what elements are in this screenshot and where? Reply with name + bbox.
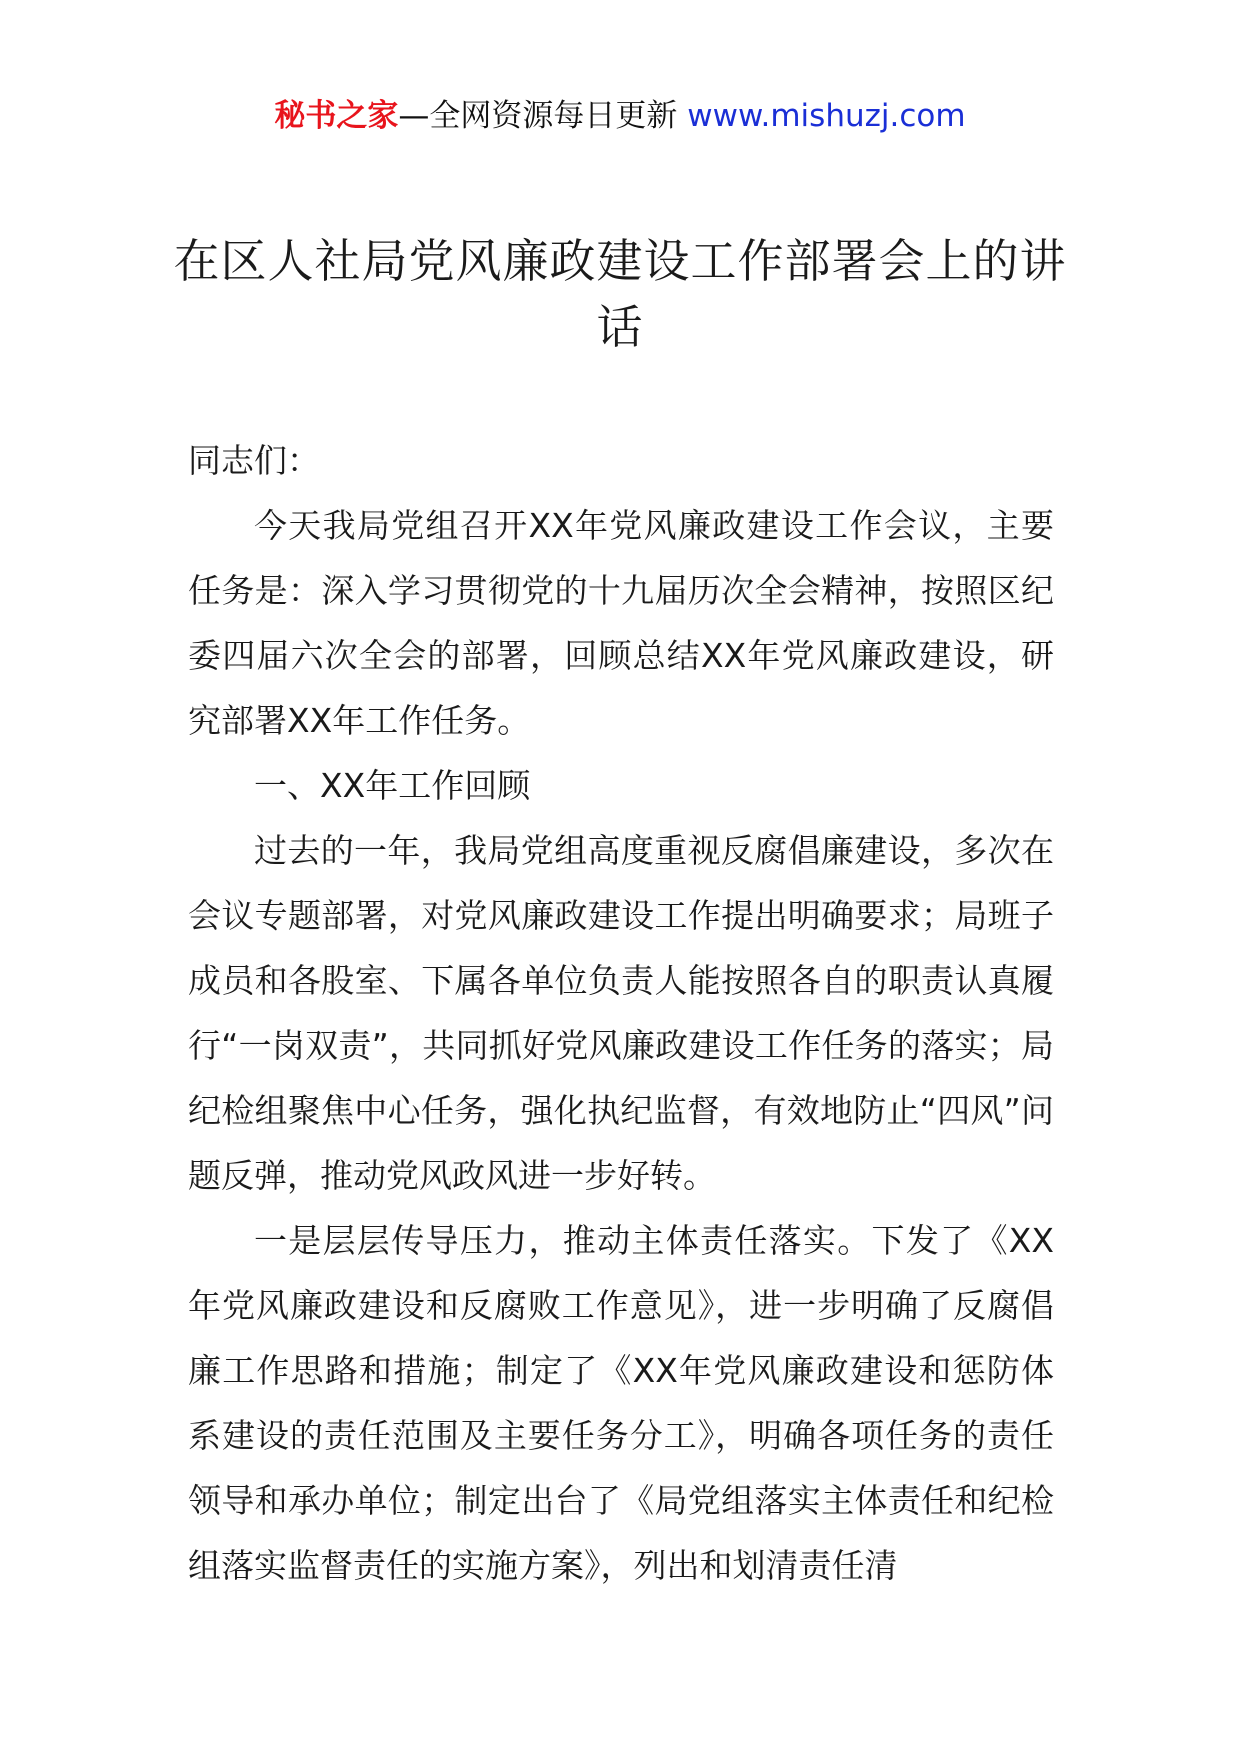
brand-name: 秘书之家 bbox=[274, 98, 399, 134]
document-body bbox=[188, 428, 1054, 1598]
header-slogan: —全网资源每日更新 bbox=[398, 98, 688, 134]
paragraph-intro: 今天我局党组召开XX年党风廉政建设工作会议，主要任务是：深入学习贯彻党的十九届历次全会精神，按照区纪委四届六次全会的部署，回顾总结XX年党风廉政建设，研究部署XX年工作任务。 bbox=[188, 506, 1054, 740]
site-header bbox=[0, 96, 1240, 136]
paragraph-point-one: 一是层层传导压力，推动主体责任落实。下发了《XX年党风廉政建设和反腐败工作意见》，进一步明确了反腐倡廉工作思路和措施；制定了《XX年党风廉政建设和惩防体系建设的责任范围及主要任务分工》，明确各项任务的责任领导和承办单位；制定出台了《局党组落实主体责任和纪检组落实监督责任的实施方案》，列出和划清责任清 bbox=[188, 1221, 1054, 1585]
document-title: 在区人社局党风廉政建设工作部署会上的讲话 bbox=[173, 234, 1067, 354]
site-url-link[interactable]: www.mishuzj.com bbox=[687, 98, 966, 134]
paragraph-review: 过去的一年，我局党组高度重视反腐倡廉建设，多次在会议专题部署，对党风廉政建设工作提出明确要求；局班子成员和各股室、下属各单位负责人能按照各自的职责认真履行“一岗双责”，共同抓好党风廉政建设工作任务的落实；局纪检组聚焦中心任务，强化执纪监督，有效地防止“四风”问题反弹，推动党风政风进一步好转。 bbox=[188, 831, 1054, 1195]
salutation: 同志们： bbox=[188, 441, 320, 480]
section-heading: 一、XX年工作回顾 bbox=[254, 766, 531, 805]
